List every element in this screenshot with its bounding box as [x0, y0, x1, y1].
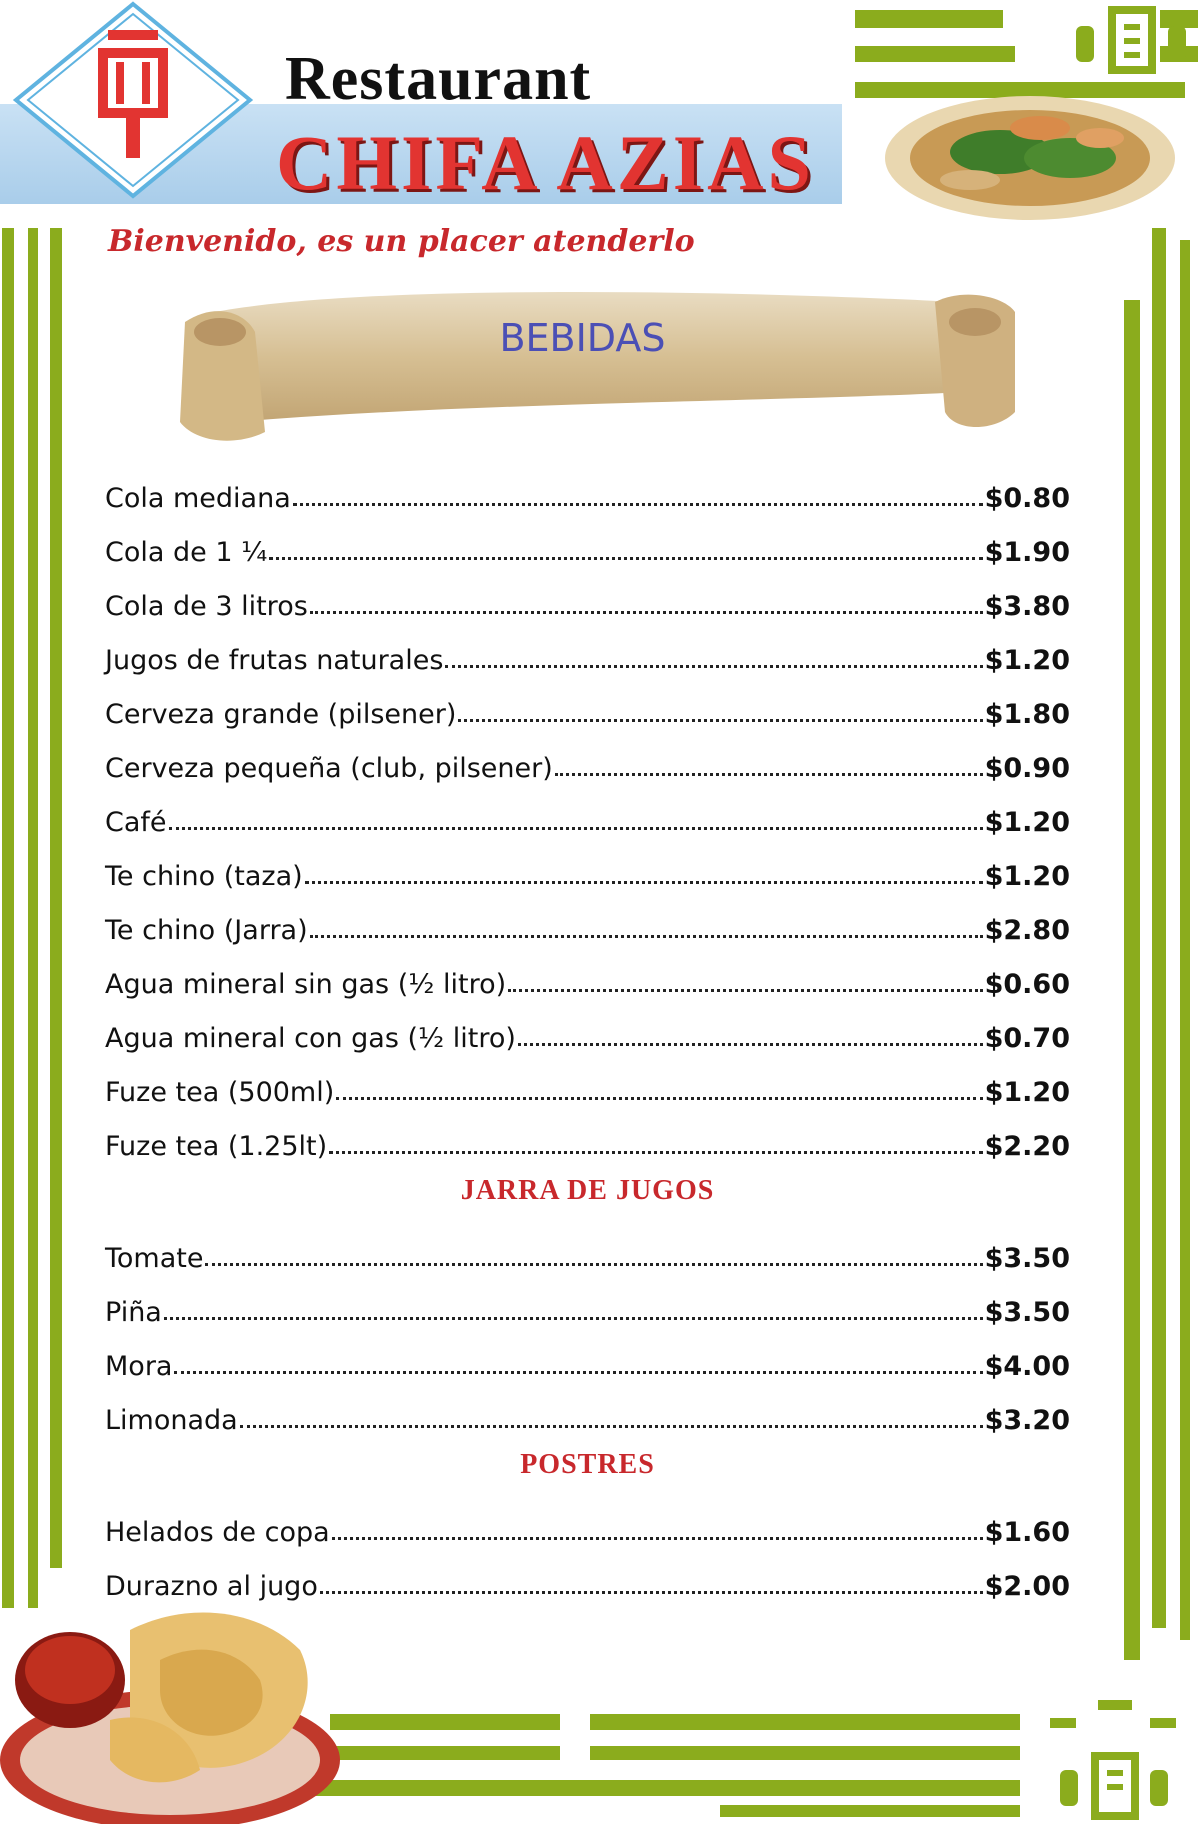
item-price: $3.50 — [984, 1297, 1070, 1328]
item-name: Jugos de frutas naturales — [105, 645, 444, 676]
leader-dots — [555, 773, 983, 776]
item-name: Limonada — [105, 1405, 238, 1436]
leader-dots — [174, 1371, 982, 1374]
leader-dots — [169, 827, 983, 830]
item-price: $1.20 — [984, 807, 1070, 838]
menu-item — [105, 946, 1070, 1000]
item-price: $1.20 — [984, 645, 1070, 676]
section-title-bebidas: BEBIDAS — [499, 316, 666, 360]
leader-dots — [508, 989, 982, 992]
menu-section-bebidas — [105, 460, 1070, 1162]
chinese-ornament-icon — [1068, 6, 1196, 76]
leader-dots — [205, 1263, 982, 1266]
menu-item — [105, 676, 1070, 730]
item-price: $0.90 — [984, 753, 1070, 784]
leader-dots — [310, 611, 983, 614]
item-price: $3.80 — [984, 591, 1070, 622]
item-price: $3.20 — [984, 1405, 1070, 1436]
menu-item — [105, 622, 1070, 676]
item-name: Helados de copa — [105, 1517, 330, 1548]
menu-item — [105, 730, 1070, 784]
menu-item — [105, 1274, 1070, 1328]
item-price: $0.70 — [984, 1023, 1070, 1054]
section-title-jarra-de-jugos: JARRA DE JUGOS — [460, 1175, 715, 1206]
leader-dots — [332, 1537, 983, 1540]
menu-item — [105, 514, 1070, 568]
item-name: Fuze tea (500ml) — [105, 1077, 335, 1108]
leader-dots — [518, 1043, 983, 1046]
section-title-postres: POSTRES — [520, 1449, 655, 1480]
item-name: Café — [105, 807, 167, 838]
item-name: Cola de 1 ¼ — [105, 537, 268, 568]
item-price: $2.00 — [984, 1571, 1070, 1602]
item-name: Cola mediana — [105, 483, 291, 514]
menu-item — [105, 460, 1070, 514]
menu-item — [105, 784, 1070, 838]
item-name: Agua mineral sin gas (½ litro) — [105, 969, 507, 1000]
menu-item — [105, 1000, 1070, 1054]
item-price: $0.80 — [984, 483, 1070, 514]
leader-dots — [336, 1097, 982, 1100]
leader-dots — [320, 1591, 983, 1594]
lantern-logo-icon — [8, 0, 258, 200]
menu-item — [105, 1108, 1070, 1162]
menu-item — [105, 1382, 1070, 1436]
item-price: $1.90 — [984, 537, 1070, 568]
leader-dots — [305, 881, 983, 884]
item-price: $4.00 — [984, 1351, 1070, 1382]
item-price: $3.50 — [984, 1243, 1070, 1274]
leader-dots — [269, 557, 982, 560]
chinese-ornament-bottom-icon — [1040, 1690, 1190, 1820]
restaurant-label: Restaurant — [285, 45, 592, 113]
item-name: Te chino (Jarra) — [105, 915, 308, 946]
menu-item — [105, 568, 1070, 622]
item-name: Tomate — [105, 1243, 204, 1274]
menu-item — [105, 838, 1070, 892]
item-price: $1.80 — [984, 699, 1070, 730]
item-name: Durazno al jugo — [105, 1571, 318, 1602]
leader-dots — [329, 1151, 982, 1154]
leader-dots — [310, 935, 983, 938]
item-price: $1.20 — [984, 861, 1070, 892]
item-name: Piña — [105, 1297, 162, 1328]
leader-dots — [458, 719, 982, 722]
item-name: Agua mineral con gas (½ litro) — [105, 1023, 516, 1054]
item-name: Cerveza grande (pilsener) — [105, 699, 457, 730]
food-photo-noodles — [880, 88, 1180, 228]
item-name: Cerveza pequeña (club, pilsener) — [105, 753, 553, 784]
item-price: $1.60 — [984, 1517, 1070, 1548]
item-name: Mora — [105, 1351, 173, 1382]
item-price: $1.20 — [984, 1077, 1070, 1108]
item-price: $2.20 — [984, 1131, 1070, 1162]
item-name: Fuze tea (1.25lt) — [105, 1131, 328, 1162]
menu-section-jarra-de-jugos — [105, 1220, 1070, 1436]
leader-dots — [164, 1317, 983, 1320]
menu-item — [105, 892, 1070, 946]
menu-item — [105, 1054, 1070, 1108]
welcome-message: Bienvenido, es un placer atenderlo — [108, 224, 695, 259]
menu-item — [105, 1220, 1070, 1274]
leader-dots — [293, 503, 983, 506]
menu-item — [105, 1328, 1070, 1382]
scroll-banner — [175, 282, 1020, 447]
restaurant-name: CHIFA AZIAS — [276, 119, 815, 206]
food-photo-wontons — [0, 1570, 380, 1824]
item-price: $0.60 — [984, 969, 1070, 1000]
item-name: Cola de 3 litros — [105, 591, 308, 622]
item-price: $2.80 — [984, 915, 1070, 946]
menu-item — [105, 1494, 1070, 1548]
leader-dots — [445, 665, 982, 668]
item-name: Te chino (taza) — [105, 861, 303, 892]
leader-dots — [240, 1425, 983, 1428]
menu-list — [105, 460, 1070, 1602]
